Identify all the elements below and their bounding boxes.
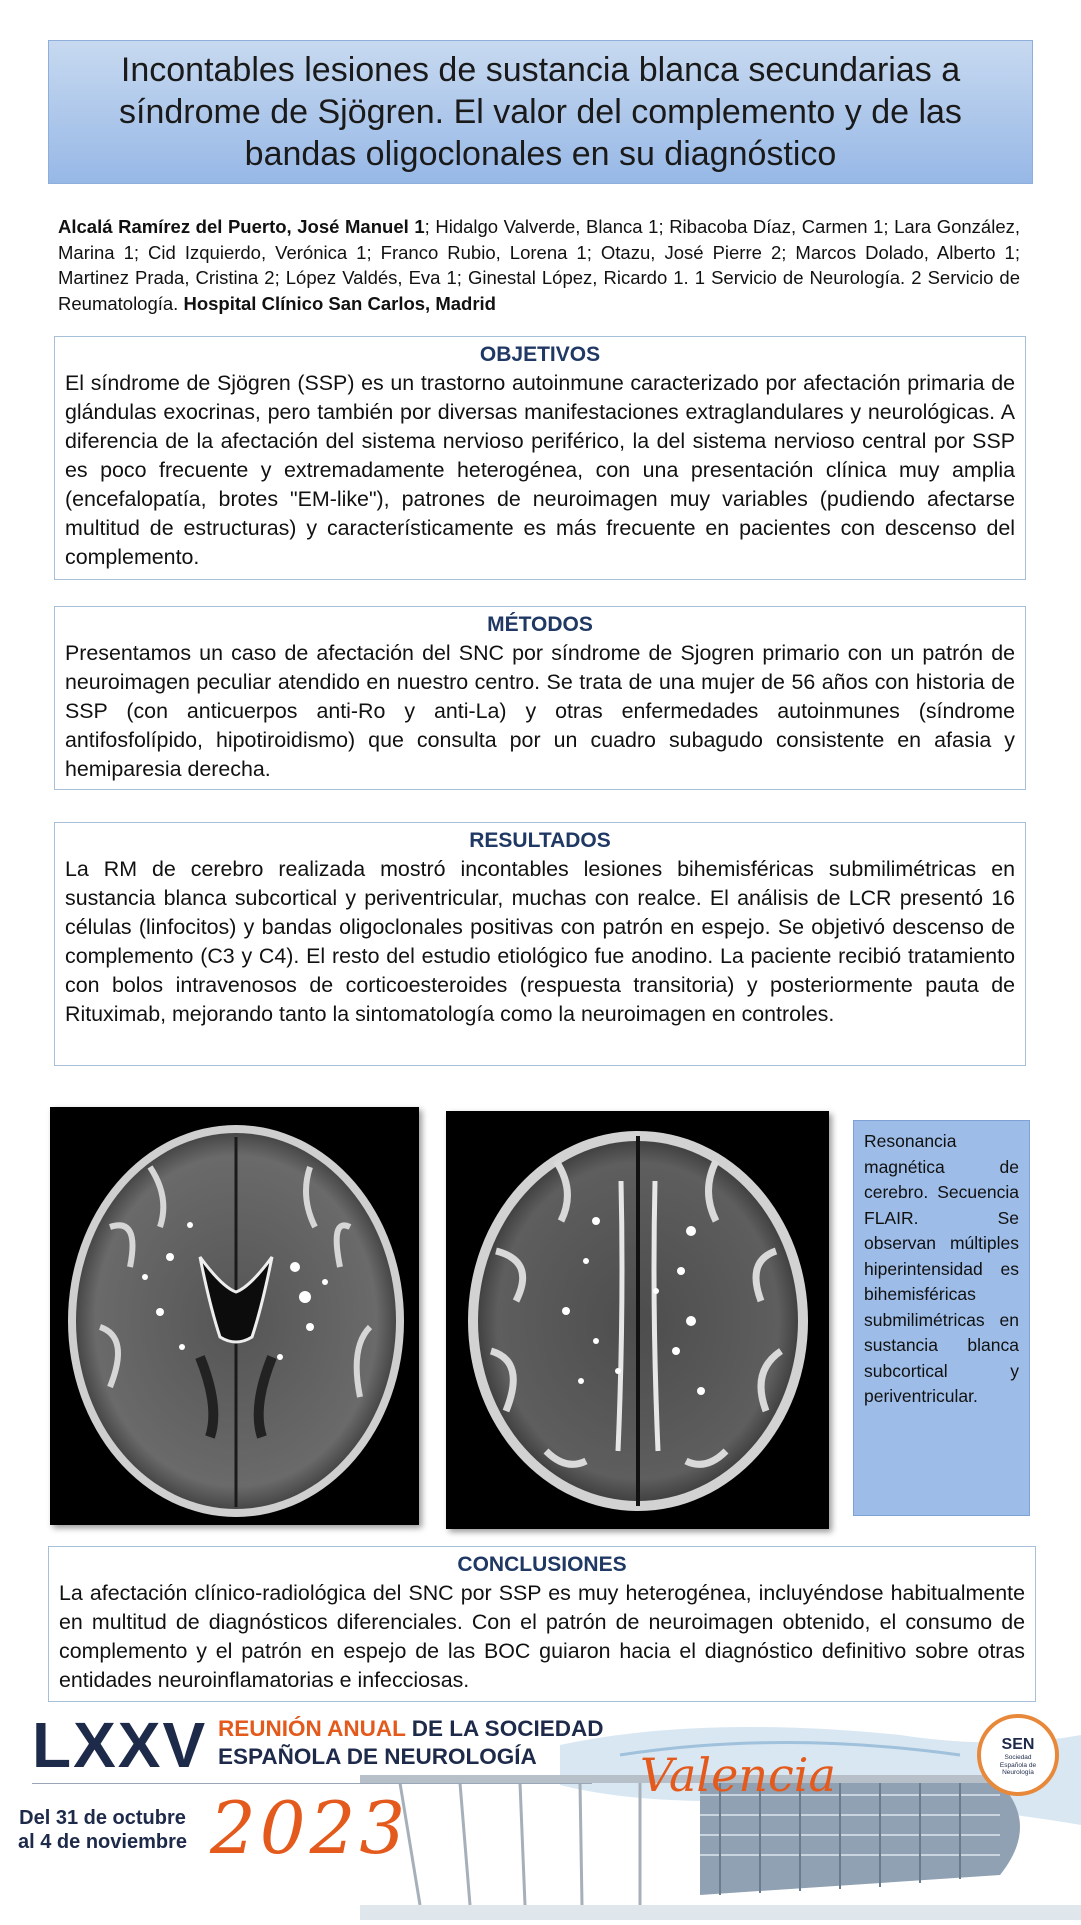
poster-title xyxy=(48,40,1033,184)
first-author: Alcalá Ramírez del Puerto, José Manuel 1 xyxy=(58,216,425,237)
resultados-text: La RM de cerebro realizada mostró incontables lesiones bihemisféricas submilimétricas en sustancia blanca subcortical y periventricular, muchas con realce. El análisis de LCR presentó 16 células (linfocitos) y bandas oligoclonales positivas con patrón en espejo. Se objetivó descenso de complemento (C3 y C4). El resto del estudio etiológico fue anodino. La paciente recibió tratamiento con bolos intravenosos de corticoesteroides (respuesta transitoria) y posteriormente pauta de Rituximab, mejorando tanto la sintomatología como la neuroimagen en controles. xyxy=(65,857,1015,1026)
sen-logo-abbr: SEN xyxy=(1001,1736,1035,1753)
mri-image-ventricular xyxy=(50,1107,419,1525)
objetivos-text: El síndrome de Sjögren (SSP) es un trastorno autoinmune caracterizado por afectación primaria de glándulas exocrinas, pero también por diversas manifestaciones extraglandulares y neurológicas. A diferencia de la afectación del sistema nervioso periférico, la del sistema nervioso central por SSP es poco frecuente y extremadamente heterogénea, con una presentación clínica muy amplia (encefalopatía, brotes "EM-like"), patrones de neuroimagen muy variables (pudiendo afectarse multitud de estructuras) y característicamente es más frecuente en pacientes con descenso del complemento. xyxy=(65,371,1015,569)
objetivos-section xyxy=(54,336,1026,580)
poster-title-text: Incontables lesiones de sustancia blanca secundarias a síndrome de Sjögren. El valor del complemento y de las bandas oligoclonales en su diagnóstico xyxy=(119,51,962,173)
metodos-text: Presentamos un caso de afectación del SNC por síndrome de Sjogren primario con un patrón de neuroimagen peculiar atendido en nuestro centro. Se trata de una mujer de 56 años con historia de SSP (con anticuerpos anti-Ro y anti-La) y otras enfermedades autoinmunes (síndrome antifosfolípido, hipotiroidismo) que consulta por un cuadro subagudo consistente en afasia y hemiparesia derecha. xyxy=(65,641,1015,781)
dates-line2: al 4 de noviembre xyxy=(18,1831,187,1853)
dates-line1: Del 31 de octubre xyxy=(19,1807,186,1829)
mri-image-ventricular-drawing xyxy=(50,1107,419,1525)
mri-image-supraventricular-drawing xyxy=(446,1111,829,1529)
city-name: Valencia xyxy=(640,1748,836,1802)
meeting-dates xyxy=(0,1806,205,1854)
conclusiones-heading: CONCLUSIONES xyxy=(457,1553,627,1576)
metodos-section xyxy=(54,606,1026,790)
meeting-name-line2: ESPAÑOLA DE NEUROLOGÍA xyxy=(218,1744,537,1769)
hospital-name: Hospital Clínico San Carlos, Madrid xyxy=(183,292,496,314)
conclusiones-section xyxy=(48,1546,1036,1702)
other-authors: ; Hidalgo Valverde, Blanca 1; Ribacoba Díaz, Carmen 1; Lara González, Marina 1; Cid Izquierdo, Verónica 1; Franco Rubio, Lorena 1; Otazu, José Pierre 2; Marcos Dolado, Alberto 1; Martinez Prada, Cristina 2; López Valdés, Eva 1; Ginestal López, Ricardo 1. 1 Servicio de Neurología. 2 Servicio de Reumatología. xyxy=(58,216,1020,314)
resultados-section xyxy=(54,822,1026,1066)
metodos-heading: MÉTODOS xyxy=(487,613,593,636)
sen-logo xyxy=(977,1714,1059,1796)
sen-logo-subtitle: Sociedad Española de Neurología xyxy=(999,1754,1037,1776)
figure-caption-text: Resonancia magnética de cerebro. Secuencia FLAIR. Se observan múltiples hiperintensidad es bihemisféricas submilimétricas en sustancia blanca subcortical y periventricular. xyxy=(864,1131,1019,1406)
meeting-name-rest: DE LA SOCIEDAD xyxy=(405,1716,604,1741)
footer-divider xyxy=(32,1783,592,1784)
objetivos-heading: OBJETIVOS xyxy=(479,343,601,366)
conclusiones-text: La afectación clínico-radiológica del SNC por SSP es muy heterogénea, incluyéndose habitualmente en multitud de diagnósticos diferenciales. Con el patrón de neuroimagen obtenido, el consumo de complemento y el patrón en espejo de las BOC guiaron hacia el diagnóstico definitivo sobre otras entidades neuroinflamatorias e infecciosas. xyxy=(59,1581,1025,1692)
figure-caption xyxy=(853,1120,1030,1516)
authors-block xyxy=(58,214,1020,316)
meeting-name xyxy=(218,1715,603,1771)
meeting-name-orange: REUNIÓN ANUAL xyxy=(218,1716,406,1741)
mri-image-supraventricular xyxy=(446,1111,829,1529)
meeting-year: 2023 xyxy=(210,1786,410,1870)
edition-number: LXXV xyxy=(32,1709,208,1781)
resultados-heading: RESULTADOS xyxy=(469,829,611,852)
